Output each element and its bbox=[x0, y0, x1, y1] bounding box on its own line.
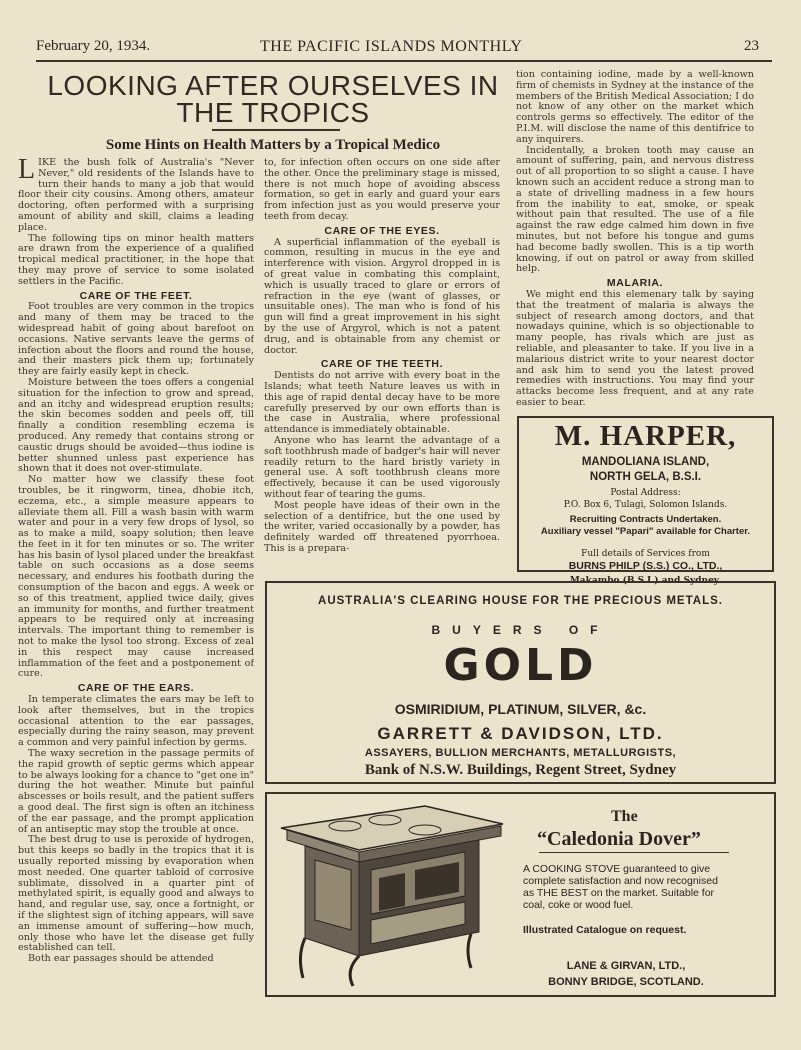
stove-description: A COOKING STOVE guaranteed to give complete satisfaction and now recognised as THE BEST on the market. Suitable for coal, coke or wood fuel. bbox=[523, 863, 718, 911]
drop-cap: L bbox=[18, 158, 36, 185]
article-column-2 bbox=[264, 158, 500, 574]
section-heading-feet: CARE OF THE FEET. bbox=[79, 289, 193, 302]
paragraph: Foot troubles are very common in the tropics and many of them may be traced to the widespread habit of going about barefoot on occasions. Native servants leave the germs of infection about the floors and round the house, and their masters pick them up; fortunately they are fairly easily kept in check. bbox=[18, 301, 254, 378]
paragraph: Anyone who has learnt the advantage of a soft toothbrush made of badger's hair will never readily return to the hard bristly variety in general use. A soft toothbrush cleans more effectively, because it can be used vigorously without fear of tearing the gums. bbox=[264, 434, 500, 500]
gold-heading: GOLD bbox=[443, 640, 598, 691]
stove-maker: LANE & GIRVAN, LTD., bbox=[566, 960, 686, 972]
paragraph: tion containing iodine, made by a well-known firm of chemists in Sydney at the instance of the members of the British Medical Association; I do not know of any other on the market which controls germs so effectively. The editor of the P.I.M. will disclose the name of this dentifrice to any inquirers. bbox=[516, 70, 754, 145]
paragraph: The waxy secretion in the passage permits of the rapid growth of septic germs which appear to be always looking for a chance to "get one in" during the hot weather. Minute but painful abscesses or boils result, and the patient suffers a good deal. The first sign is often an itchiness of the ear passage, and the prompt application of an antiseptic may stop the trouble at once. bbox=[18, 748, 254, 835]
stove-name: “Caledonia Dover” bbox=[537, 828, 701, 850]
paragraph: Dentists do not arrive with every boat in the Islands; what teeth Nature leaves us with in this age of rapid dental decay have to be more carefully preserved by our own efforts than is the case in Australia, where professional attendance is immediately obtainable. bbox=[264, 370, 500, 436]
paragraph: Incidentally, a broken tooth may cause an amount of suffering, pain, and nervous distress out of all proportion to so slight a cause. I have known such an accident reduce a strong man to a state of drivelling madness in a few hours from the inability to eat, smoke, or speak without pain that resulted. The use of a file against the raw edge calmed him down in five minutes, but not before his tongue and gums had become badly swollen. This is a tip worth knowing, if out on patrol or away from skilled help. bbox=[516, 144, 754, 275]
recruiting-line: Recruiting Contracts Undertaken. bbox=[569, 514, 722, 525]
stove-name-underline bbox=[539, 852, 729, 853]
paragraph: In temperate climates the ears may be left to look after themselves, but in the tropics occasional attention to the ear passages, especially during the rainy season, may prevent a common and very painful infection by germs. bbox=[18, 694, 254, 749]
article-title-line1: LOOKING AFTER OURSELVES IN bbox=[47, 70, 499, 101]
agent-name: BURNS PHILP (S.S.) CO., LTD., bbox=[568, 560, 723, 572]
issue-date: February 20, 1934. bbox=[36, 38, 151, 54]
postal-address: P.O. Box 6, Tulagi, Solomon Islands. bbox=[563, 500, 728, 510]
agent-location: Makambo (B.S.I.) and Sydney. bbox=[569, 576, 722, 586]
gold-advertisement bbox=[265, 581, 776, 784]
company-services: ASSAYERS, BULLION MERCHANTS, METALLURGISTS, bbox=[364, 747, 677, 759]
advertiser-region: NORTH GELA, B.S.I. bbox=[589, 471, 702, 483]
paragraph: IKE the bush folk of Australia's "Never Never," old residents of the Islands have to turn their hands to many a job that would floor their city cousins. Among others, amateur doctoring, often performed with a surprising amount of ability and skill, claims a leading place. bbox=[18, 158, 254, 233]
header-rule bbox=[36, 60, 772, 62]
paragraph: Both ear passages should be attended bbox=[28, 953, 214, 965]
postal-label: Postal Address: bbox=[610, 488, 681, 498]
paragraph: Moisture between the toes offers a congenial situation for the infection to grow and spread, and an itchy and widespread eruption results; the skin becomes sodden and peels off, till finally a condition resembling eczema is produced. Any remedy that contains strong or caustic drugs should be avoided—thus iodine is better shunned unless past experience has shown that it does not over-stimulate. bbox=[18, 376, 254, 475]
paragraph: to, for infection often occurs on one side after the other. Once the preliminary stage is missed, there is not much hope of avoiding abscess formation, so get in early and guard your ears from infection just as you would preserve your teeth from decay. bbox=[264, 158, 500, 222]
stove-maker-location: BONNY BRIDGE, SCOTLAND. bbox=[548, 976, 704, 988]
title-rule bbox=[212, 129, 340, 131]
gold-ad-banner: AUSTRALIA'S CLEARING HOUSE FOR THE PRECIOUS METALS. bbox=[318, 595, 723, 607]
cooking-stove-illustration bbox=[275, 800, 507, 990]
section-heading-eyes: CARE OF THE EYES. bbox=[324, 224, 440, 237]
article-column-3 bbox=[516, 70, 754, 412]
stove-advertisement bbox=[265, 792, 776, 997]
running-header bbox=[36, 38, 771, 58]
company-name: GARRETT & DAVIDSON, LTD. bbox=[377, 724, 664, 743]
paragraph: A superficial inflammation of the eyeball is common, resulting in mucus in the eye and interference with vision. Argyrol dropped in is of great value in combating this complaint, which is usually traced to glare or errors of refraction in the eye (want of glasses, or unsuitable ones). The man who is fond of his gun will find a great improvement in his sight by the use of Argyrol, which is not a patent drug, and is obtainable from any chemist or doctor. bbox=[264, 236, 500, 356]
vessel-charter-line: Auxiliary vessel "Papari" available for Charter. bbox=[540, 526, 751, 537]
company-address: Bank of N.S.W. Buildings, Regent Street, Sydney bbox=[364, 762, 677, 778]
details-line: Full details of Services from bbox=[581, 549, 710, 559]
advertiser-name: M. HARPER, bbox=[554, 420, 737, 452]
catalogue-line: Illustrated Catalogue on request. bbox=[523, 924, 687, 936]
article-subtitle: Some Hints on Health Matters by a Tropical Medico bbox=[105, 137, 441, 153]
paragraph: The best drug to use is peroxide of hydrogen, but this keeps so badly in the tropics that it is usually reported missing by evaporation when most needed. One quarter tabloid of corrosive sublimate, dissolved in a quarter pint of methylated spirit, is equally good and always to hand, and regular use, say, once a fortnight, or if the slightest sign of itching appears, will save an immense amount of suffering—how much, only those who have let the disease get fully established can tell. bbox=[18, 834, 254, 954]
buyers-of-heading: BUYERS OF bbox=[431, 623, 610, 637]
section-heading-malaria: MALARIA. bbox=[606, 277, 664, 290]
paragraph: The following tips on minor health matters are drawn from the experience of a qualified tropical medical practitioner, in the hope that they may prove of service to some isolated settlers in the Pacific. bbox=[18, 232, 254, 287]
section-heading-ears: CARE OF THE EARS. bbox=[77, 682, 195, 695]
stove-the-label: The bbox=[611, 808, 638, 825]
article-title-line2: THE TROPICS bbox=[176, 97, 370, 128]
article-column-1 bbox=[18, 158, 254, 996]
paragraph: No matter how we classify these foot troubles, be it ringworm, tinea, dhobie itch, eczema, etc., a simple measure appears to alleviate them all. Fill a wash basin with warm water and pour in a very few drops of lysol, so as to make a mild, soapy solution; then leave the feet in it for ten minutes or so. The writer has his basin of lysol placed under the breakfast table on such occasions as a dose seems necessary, and endures his footbath during the consumption of the bacon and eggs. A week or so of this treatment, applied twice daily, gives an immunity for months, and further treatment appears to be required only at increasing intervals. The important thing to remember is not to make the lysol too strong. Excess of zeal in this respect may cause increased inflammation of the feet and a postponement of cure. bbox=[18, 474, 254, 680]
harper-advertisement bbox=[517, 416, 774, 572]
publication-name: THE PACIFIC ISLANDS MONTHLY bbox=[260, 38, 523, 55]
section-heading-teeth: CARE OF THE TEETH. bbox=[320, 358, 444, 371]
paragraph: We might end this elemenary talk by saying that the treatment of malaria is always the subject of research among doctors, and that nowadays quinine, which is so objectionable to many people, has rivals which are just as reliable, and pleasanter to take. If you live in a malarious district write to your nearest doctor and ask him to send you the latest proved remedies with instructions. You may find your attacks become less frequent, and at any rate easier to bear. bbox=[516, 288, 754, 408]
page-number: 23 bbox=[744, 38, 759, 54]
advertiser-location: MANDOLIANA ISLAND, bbox=[581, 456, 710, 468]
paragraph: Most people have ideas of their own in the selection of a dentifrice, but the one used by the writer, varied occasionally by a powder, has definitely warded off threatened pyorrhoea. This is a prepara- bbox=[264, 499, 500, 554]
metals-list: OSMIRIDIUM, PLATINUM, SILVER, &c. bbox=[394, 701, 647, 717]
